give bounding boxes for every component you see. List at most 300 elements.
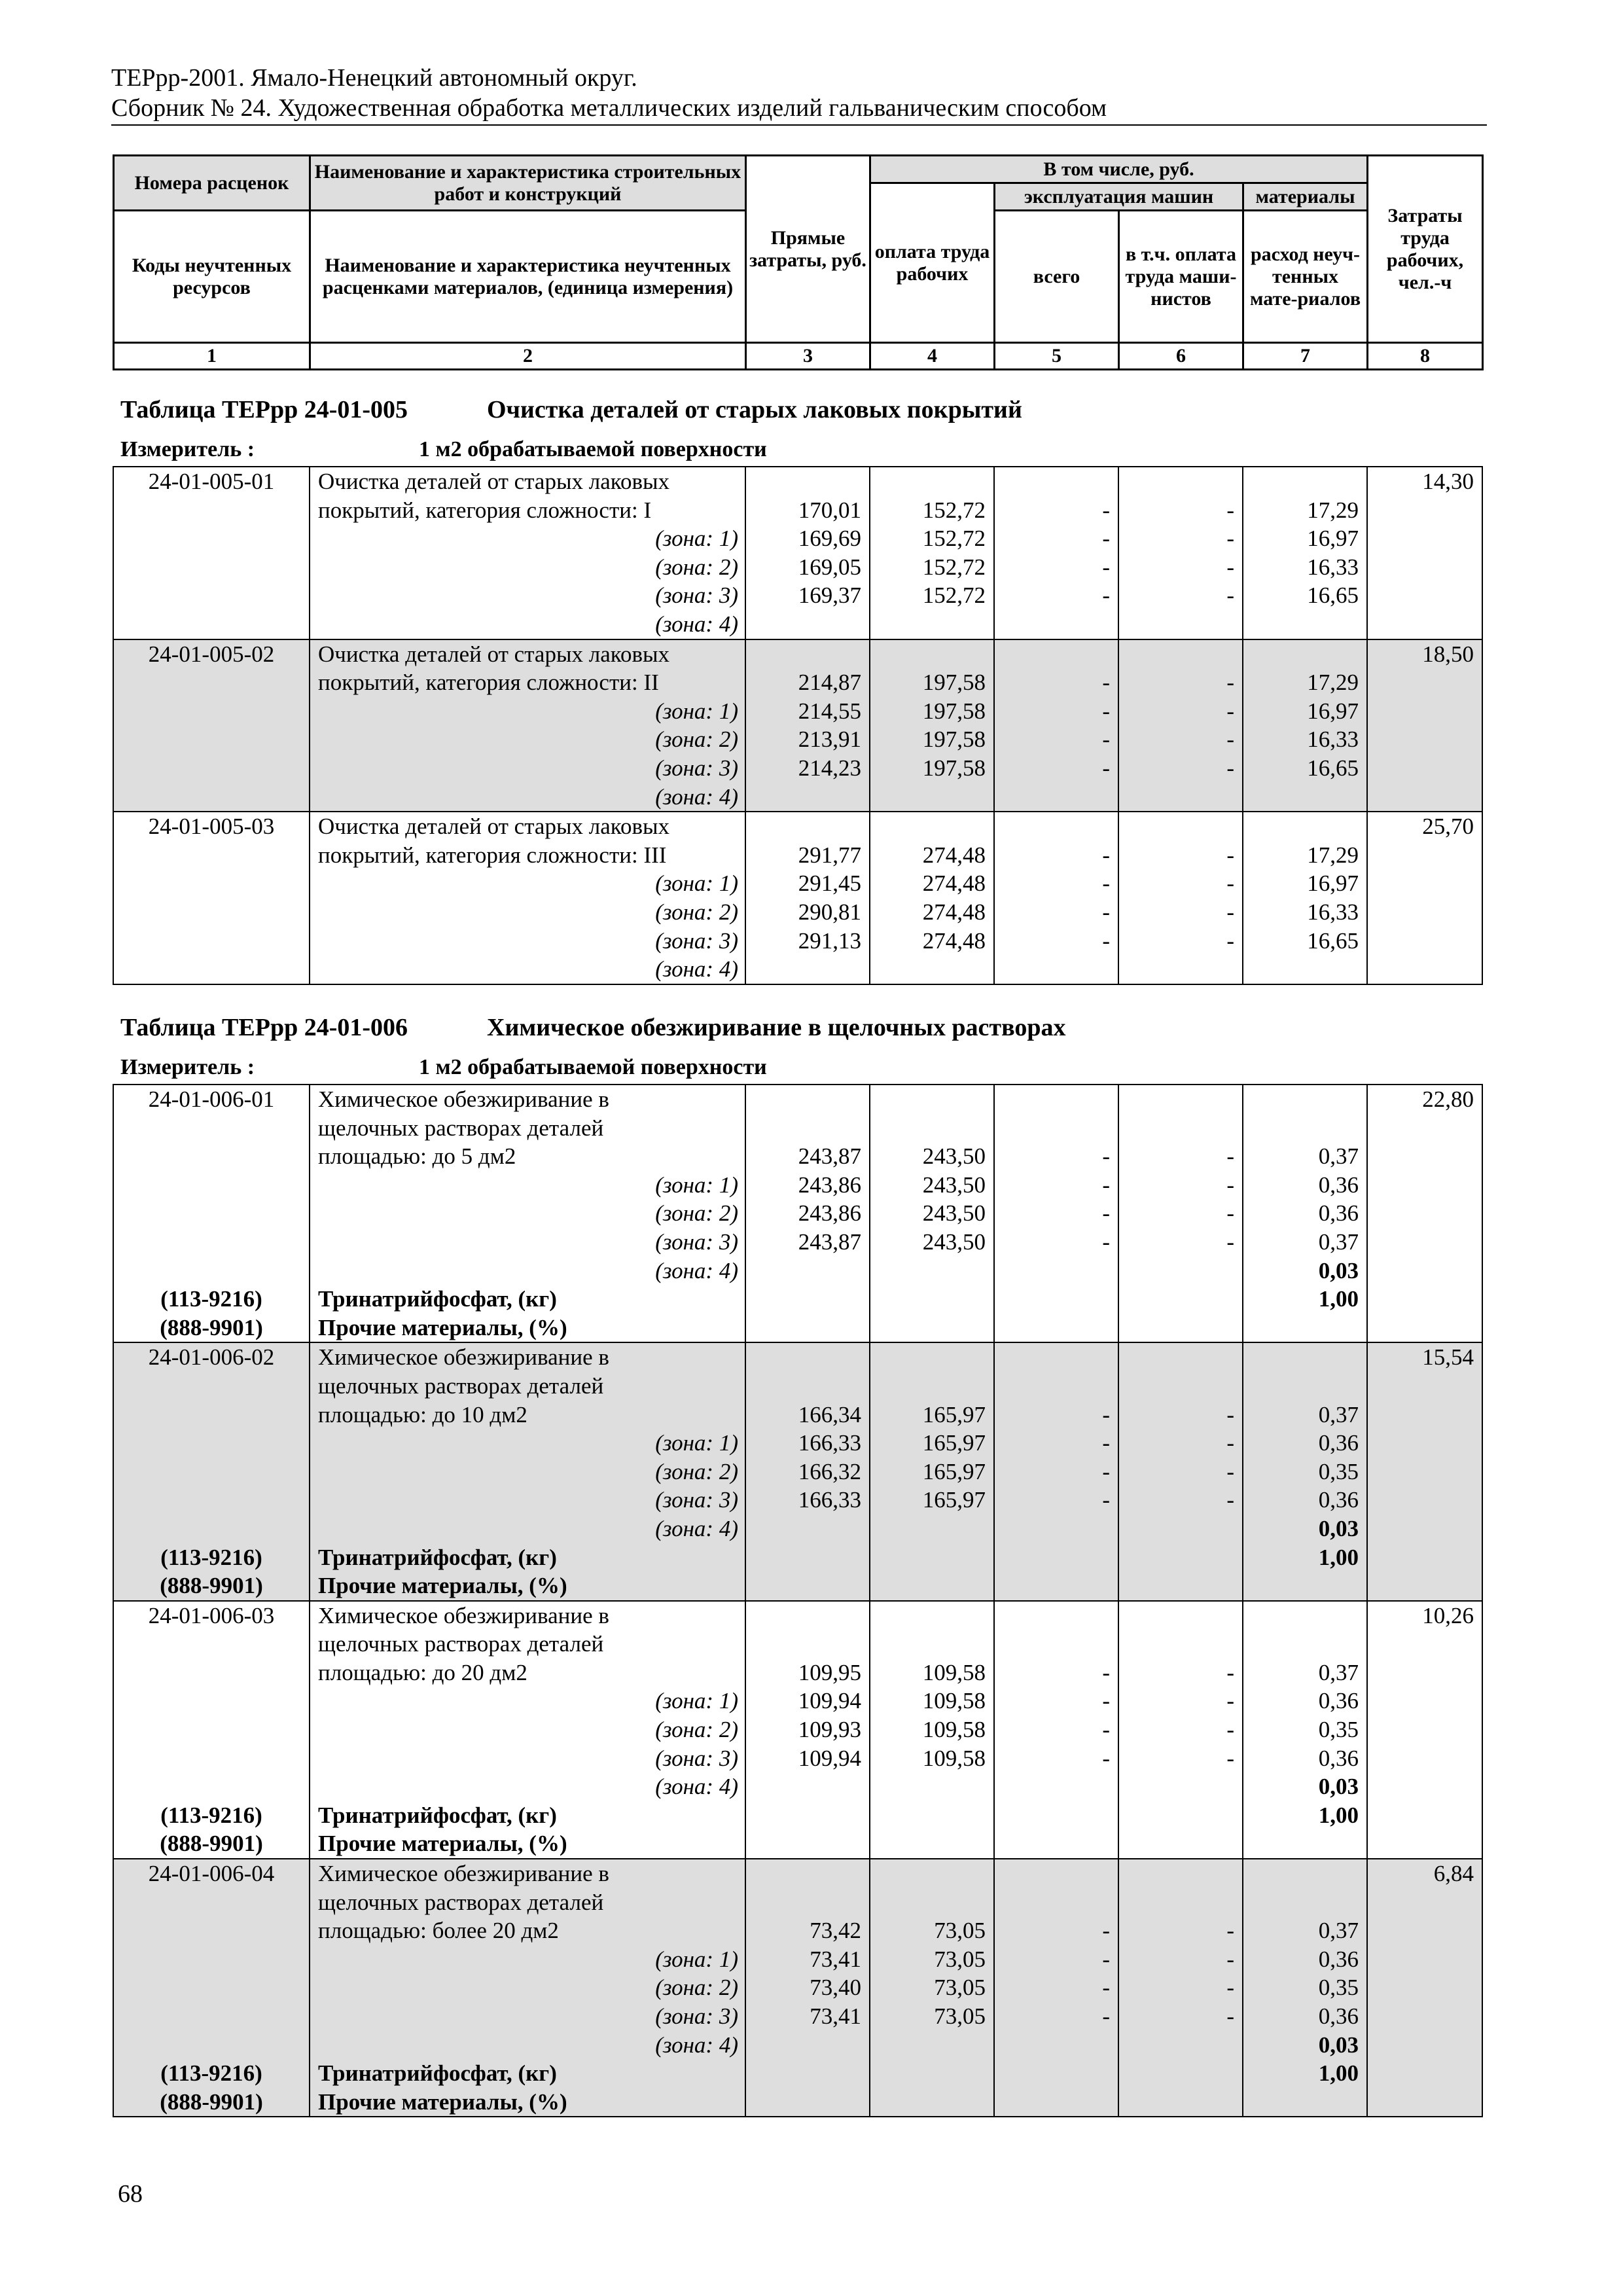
rate-cell-col4 [870,1601,994,1859]
zone-value-mach_wage: - [1226,755,1234,781]
running-header-line1: ТЕРрр-2001. Ямало-Ненецкий автономный округ. [111,64,637,92]
zone-label: (зона: 3) [655,1487,738,1513]
rate-cell-col3 [745,1601,870,1859]
zone-label: (зона: 4) [655,1774,738,1800]
blank-line [1243,1372,1366,1401]
zone-label: (зона: 1) [655,526,738,552]
machines-header: эксплуатация машин [995,183,1243,211]
zone-value-direct: 243,86 [798,1200,861,1227]
blank-line [114,1372,309,1401]
resource-name: Тринатрийфосфат, (кг) [318,1802,557,1828]
zone-label: (зона: 3) [655,1229,738,1255]
rate-description-line: щелочных растворах деталей [318,1372,604,1399]
col2-top-header: Наименование и характеристика строительных работ и конструкций [310,156,746,211]
rate-cell-col6 [1118,639,1243,812]
col5-header: всего [995,211,1119,343]
zone-value-mat: 0,37 [1318,1401,1359,1427]
labor-cost: 14,30 [1422,469,1474,494]
blank-line [1119,1630,1242,1659]
zone-value-mach: - [1102,726,1110,753]
zone-value-mach: - [1102,698,1110,724]
blank-line [995,1114,1118,1143]
blank-line [1243,1630,1366,1659]
rate-cell-col7 [1243,1085,1367,1342]
rate-cell-col5 [994,1085,1118,1342]
rate-cell-col4 [870,1859,994,2117]
rate-cell-col6 [1118,1085,1243,1342]
zone-value-direct: 166,33 [798,1487,861,1513]
zone-value-mach: - [1102,1401,1110,1427]
zone-value-wage: 274,48 [922,899,986,925]
rate-cell-col1 [113,1085,310,1342]
zone-value-direct: 243,87 [798,1143,861,1170]
rate-cell-col8 [1367,639,1482,812]
zone-value-direct: 109,94 [798,1745,861,1771]
blank-line [1243,1114,1366,1143]
rate-cell-col3 [745,639,870,812]
zone-value-wage: 197,58 [922,755,986,781]
blank-line [114,1715,309,1744]
column-header-table [113,154,1484,370]
zone-value-mat: 17,29 [1307,497,1359,523]
blank-line [870,640,993,669]
zone-value-mat: 16,33 [1307,554,1359,580]
blank-line [114,1630,309,1659]
zone-value-mat: 0,36 [1318,1172,1359,1198]
header-rule [111,124,1487,126]
zone-value-wage: 109,58 [922,1688,986,1714]
blank-line [1119,812,1242,841]
resource-value: 1,00 [1318,1286,1359,1312]
rate-description-line: Химическое обезжиривание в [318,1086,609,1112]
blank-line [746,812,869,841]
rate-code: 24-01-005-02 [148,641,275,667]
table-measure-006 [120,1055,767,1080]
rate-cell-col5 [994,1601,1118,1859]
zone-value-wage: 73,05 [934,2003,986,2029]
zone-label: (зона: 2) [655,1717,738,1743]
zone-value-direct: 109,93 [798,1717,861,1743]
zone-value-mach: - [1102,583,1110,609]
zone-value-wage: 165,97 [922,1430,986,1456]
zone-label: (зона: 4) [655,1257,738,1283]
blank-line [746,1372,869,1401]
zone-value-direct: 243,87 [798,1229,861,1255]
resource-name: Тринатрийфосфат, (кг) [318,2060,557,2087]
blank-line [995,812,1118,841]
rate-cell-col7 [1243,1601,1367,1859]
zone-value-mach: - [1102,670,1110,696]
zone-value-direct: 243,86 [798,1172,861,1198]
zone-value-mach_wage: - [1226,726,1234,753]
zone-value-mach_wage: - [1226,670,1234,696]
zone-value-mat: 0,36 [1318,1487,1359,1513]
zone-label: (зона: 3) [655,1745,738,1771]
blank-line [870,1859,993,1888]
rate-cell-col1 [113,639,310,812]
blank-line [114,1486,309,1515]
zone-value-mach_wage: - [1226,1430,1234,1456]
rate-description-line: Очистка деталей от старых лаковых [318,814,669,840]
labor-cost: 6,84 [1433,1861,1474,1887]
zone-value-mat: 0,35 [1318,1975,1359,2001]
zone-value-mach_wage: - [1226,554,1234,580]
zone-value-mach: - [1102,1659,1110,1685]
blank-line [114,1228,309,1257]
zone-value-mach: - [1102,2003,1110,2029]
zone-label: (зона: 3) [655,927,738,954]
blank-line [114,1659,309,1687]
blank-line [870,1114,993,1143]
table-title-code: Таблица ТЕРрр 24-01-006 [120,1014,408,1041]
zone-value-direct: 109,95 [798,1659,861,1685]
rate-cell-col4 [870,639,994,812]
rate-description-line: покрытий, категория сложности: I [318,497,652,523]
blank-line [746,467,869,496]
zone-value-wage: 73,05 [934,1918,986,1944]
blank-line [114,1142,309,1171]
blank-line [114,1515,309,1543]
rate-cell-col4 [870,1085,994,1342]
blank-line [114,2002,309,2031]
labor-cost: 10,26 [1422,1602,1474,1628]
zone-value-wage: 243,50 [922,1172,986,1198]
blank-line [114,1973,309,2002]
zone-value-mach_wage: - [1226,1401,1234,1427]
blank-line [995,640,1118,669]
zone-value-mach: - [1102,1717,1110,1743]
rate-cell-col7 [1243,467,1367,639]
zone-value-wage: 197,58 [922,726,986,753]
blank-line [995,1630,1118,1659]
zone-value-direct: 291,13 [798,927,861,954]
blank-line [114,697,309,726]
zone-value-direct: 169,37 [798,583,861,609]
zone-value-direct: 291,45 [798,870,861,897]
zone-value-direct: 166,33 [798,1430,861,1456]
zone-value-mach: - [1102,1229,1110,1255]
zone-value-wage: 109,58 [922,1745,986,1771]
zone-label: (зона: 1) [655,1688,738,1714]
labor-cost: 18,50 [1422,641,1474,667]
rate-cell-col7 [1243,1342,1367,1600]
rate-description-line: щелочных растворах деталей [318,1889,604,1915]
blank-line [1243,1859,1366,1888]
rate-cell-col2 [310,1085,745,1342]
zone-value-mach_wage: - [1226,497,1234,523]
zone-value-mat: 0,36 [1318,1745,1359,1771]
zone-value-direct: 214,87 [798,670,861,696]
rate-description-line: Очистка деталей от старых лаковых [318,469,669,494]
zone-value-mach_wage: - [1226,1458,1234,1484]
col2-bottom-header: Наименование и характеристика неучтенных расценками материалов, (единица измерения) [310,211,746,343]
zone-value-mach: - [1102,1487,1110,1513]
rate-description-line: покрытий, категория сложности: III [318,842,667,868]
zone-value-mat: 0,36 [1318,1946,1359,1972]
zone-value-wage: 243,50 [922,1229,986,1255]
zone-value-mach_wage: - [1226,899,1234,925]
rates-table-005 [113,466,1483,985]
blank-line [995,1602,1118,1630]
zone-value-mat: 16,65 [1307,583,1359,609]
zone-label: (зона: 1) [655,1946,738,1972]
blank-line [114,898,309,927]
resource-value: 1,00 [1318,1544,1359,1570]
column-numbers-row [114,343,1483,370]
zone-value-wage: 73,05 [934,1975,986,2001]
zone-label: (зона: 2) [655,1200,738,1227]
zone-value-mach_wage: - [1226,1975,1234,2001]
table-title-name: Очистка деталей от старых лаковых покрытий [487,396,1022,423]
zone-value-mat: 0,36 [1318,2003,1359,2029]
rate-cell-col6 [1118,467,1243,639]
zone-value-mach: - [1102,1430,1110,1456]
zone-value-mat: 0,36 [1318,1688,1359,1714]
group-header: В том числе, руб. [870,156,1368,183]
rate-cell-col4 [870,1342,994,1600]
rate-cell-col2 [310,1601,745,1859]
blank-line [114,1429,309,1458]
zone-value-mach_wage: - [1226,1918,1234,1944]
rate-cell-col3 [745,467,870,639]
zone-value-mat: 16,33 [1307,899,1359,925]
blank-line [746,640,869,669]
zone-value-wage: 152,72 [922,526,986,552]
zone-value-mat: 16,33 [1307,726,1359,753]
rate-cell-col3 [745,1859,870,2117]
blank-line [1119,1085,1242,1114]
rate-description-line: щелочных растворах деталей [318,1631,604,1657]
zone-value-mach_wage: - [1226,1688,1234,1714]
zone-label: (зона: 3) [655,2003,738,2029]
rate-code: 24-01-005-01 [148,469,275,494]
zone-value-mach: - [1102,497,1110,523]
zone-value-mach: - [1102,927,1110,954]
blank-line [114,581,309,610]
resource-code: (113-9216) [160,2060,262,2087]
blank-line [1119,1372,1242,1401]
column-number: 2 [310,343,746,370]
blank-line [114,1772,309,1801]
rate-cell-col5 [994,639,1118,812]
zone-value-direct: 170,01 [798,497,861,523]
zone-value-mat: 16,65 [1307,755,1359,781]
zone-value-mat: 0,37 [1318,1918,1359,1944]
blank-line [1243,812,1366,841]
rate-cell-col8 [1367,467,1482,639]
zone-value-direct: 213,91 [798,726,861,753]
resource-code: (113-9216) [160,1286,262,1312]
zone-value-direct: 290,81 [798,899,861,925]
rate-cell-col6 [1118,1601,1243,1859]
blank-line [870,1343,993,1372]
blank-line [870,1085,993,1114]
zone-value-mach: - [1102,1172,1110,1198]
rate-description-line: Очистка деталей от старых лаковых [318,641,669,667]
zone-label: (зона: 1) [655,870,738,897]
blank-line [114,1888,309,1917]
table-measure-005 [120,437,767,462]
zone-value-mat: 17,29 [1307,670,1359,696]
zone-value-mach_wage: - [1226,1143,1234,1170]
blank-line [114,496,309,525]
column-number: 6 [1119,343,1243,370]
blank-line [114,869,309,898]
rate-code: 24-01-005-03 [148,814,275,840]
rate-cell-col2 [310,812,745,984]
zone-value-wage: 165,97 [922,1487,986,1513]
zone-value-direct: 214,23 [798,755,861,781]
column-number: 5 [995,343,1119,370]
measure-value: 1 м2 обрабатываемой поверхности [419,437,767,461]
running-header-line2: Сборник № 24. Художественная обработка металлических изделий гальваническим способом [111,94,1107,122]
rate-cell-col7 [1243,1859,1367,2117]
rate-cell-col2 [310,467,745,639]
column-number: 1 [114,343,310,370]
rate-description-line: покрытий, категория сложности: II [318,670,659,696]
resource-code: (113-9216) [160,1544,262,1570]
zone-value-mach_wage: - [1226,583,1234,609]
column-number: 7 [1243,343,1368,370]
blank-line [746,1888,869,1917]
zone-value-mach: - [1102,554,1110,580]
rate-cell-col1 [113,1859,310,2117]
blank-line [114,783,309,812]
zone-value-mat: 0,35 [1318,1458,1359,1484]
blank-line [114,1687,309,1715]
measure-label: Измеритель : [120,437,255,461]
rate-description-line: площадью: до 20 дм2 [318,1659,527,1685]
zone-value-direct: 166,32 [798,1458,861,1484]
resource-value: 1,00 [1318,1802,1359,1828]
zone-label: (зона: 1) [655,1430,738,1456]
blank-line [114,553,309,582]
blank-line [114,725,309,754]
rate-code: 24-01-006-01 [148,1086,275,1112]
zone-value-mach_wage: - [1226,1745,1234,1771]
blank-line [746,1085,869,1114]
materials-header: материалы [1243,183,1368,211]
blank-line [114,1945,309,1974]
rate-row [113,812,1482,984]
blank-line [114,1171,309,1200]
rate-cell-col2 [310,1859,745,2117]
rate-description-line: Химическое обезжиривание в [318,1602,609,1628]
resource-name: Прочие материалы, (%) [318,1573,567,1599]
zone-value-mach: - [1102,1200,1110,1227]
rate-description-line: площадью: более 20 дм2 [318,1918,559,1944]
table-title-name: Химическое обезжиривание в щелочных растворах [487,1014,1066,1041]
zone-value-wage: 274,48 [922,842,986,868]
resource-code: (888-9901) [160,2089,263,2115]
blank-line [114,1199,309,1228]
labor-cost: 15,54 [1422,1344,1474,1371]
zone-value-wage: 165,97 [922,1401,986,1427]
zone-value-wage: 197,58 [922,698,986,724]
blank-line [1243,640,1366,669]
rate-cell-col5 [994,1342,1118,1600]
rate-row [113,1342,1482,1600]
zone-value-direct: 73,41 [810,2003,861,2029]
zone-value-mat: 17,29 [1307,842,1359,868]
rate-cell-col1 [113,467,310,639]
zone-value-wage: 109,58 [922,1717,986,1743]
col1-top-header: Номера расценок [114,156,310,211]
rate-code: 24-01-006-03 [148,1602,275,1628]
rate-description-line: щелочных растворах деталей [318,1115,604,1141]
zone-value-mat: 16,97 [1307,698,1359,724]
table-title-005 [120,395,1022,424]
rate-cell-col8 [1367,812,1482,984]
resource-value: 0,03 [1318,1515,1359,1541]
zone-value-mach_wage: - [1226,1717,1234,1743]
blank-line [1243,1602,1366,1630]
rate-cell-col8 [1367,1085,1482,1342]
resource-name: Тринатрийфосфат, (кг) [318,1286,557,1312]
blank-line [746,1343,869,1372]
zone-value-mach_wage: - [1226,1946,1234,1972]
blank-line [870,1888,993,1917]
zone-value-mach_wage: - [1226,1200,1234,1227]
zone-value-mach_wage: - [1226,2003,1234,2029]
blank-line [114,2031,309,2060]
resource-name: Прочие материалы, (%) [318,1314,567,1340]
zone-value-mach_wage: - [1226,1229,1234,1255]
blank-line [114,927,309,956]
zone-label: (зона: 2) [655,1975,738,2001]
blank-line [995,1859,1118,1888]
zone-value-wage: 197,58 [922,670,986,696]
col3-header: Прямые затраты, руб. [746,156,870,343]
rate-cell-col2 [310,639,745,812]
col8-header: Затраты труда рабочих, чел.-ч [1368,156,1483,343]
zone-value-mach_wage: - [1226,1172,1234,1198]
resource-value: 0,03 [1318,1257,1359,1283]
blank-line [1119,640,1242,669]
zone-label: (зона: 1) [655,1172,738,1198]
zone-label: (зона: 2) [655,726,738,753]
rate-description-line: площадью: до 10 дм2 [318,1401,527,1427]
blank-line [114,1401,309,1429]
zone-value-mat: 0,36 [1318,1430,1359,1456]
zone-value-wage: 109,58 [922,1659,986,1685]
rate-cell-col7 [1243,812,1367,984]
column-number: 8 [1368,343,1483,370]
zone-label: (зона: 4) [655,783,738,810]
zone-value-mat: 0,35 [1318,1717,1359,1743]
blank-line [114,841,309,870]
zone-value-mach: - [1102,1918,1110,1944]
zone-value-wage: 152,72 [922,497,986,523]
blank-line [114,524,309,553]
zone-value-mach: - [1102,1458,1110,1484]
zone-value-mach: - [1102,899,1110,925]
resource-name: Прочие материалы, (%) [318,2089,567,2115]
zone-value-wage: 274,48 [922,870,986,897]
resource-value: 0,03 [1318,1774,1359,1800]
zone-value-wage: 152,72 [922,554,986,580]
blank-line [114,1744,309,1773]
zone-value-mat: 0,37 [1318,1659,1359,1685]
zone-value-wage: 243,50 [922,1200,986,1227]
zone-value-wage: 274,48 [922,927,986,954]
blank-line [995,1888,1118,1917]
zone-value-direct: 214,55 [798,698,861,724]
rate-cell-col1 [113,1601,310,1859]
rate-row [113,467,1482,639]
measure-value: 1 м2 обрабатываемой поверхности [419,1055,767,1079]
zone-value-mat: 16,97 [1307,870,1359,897]
